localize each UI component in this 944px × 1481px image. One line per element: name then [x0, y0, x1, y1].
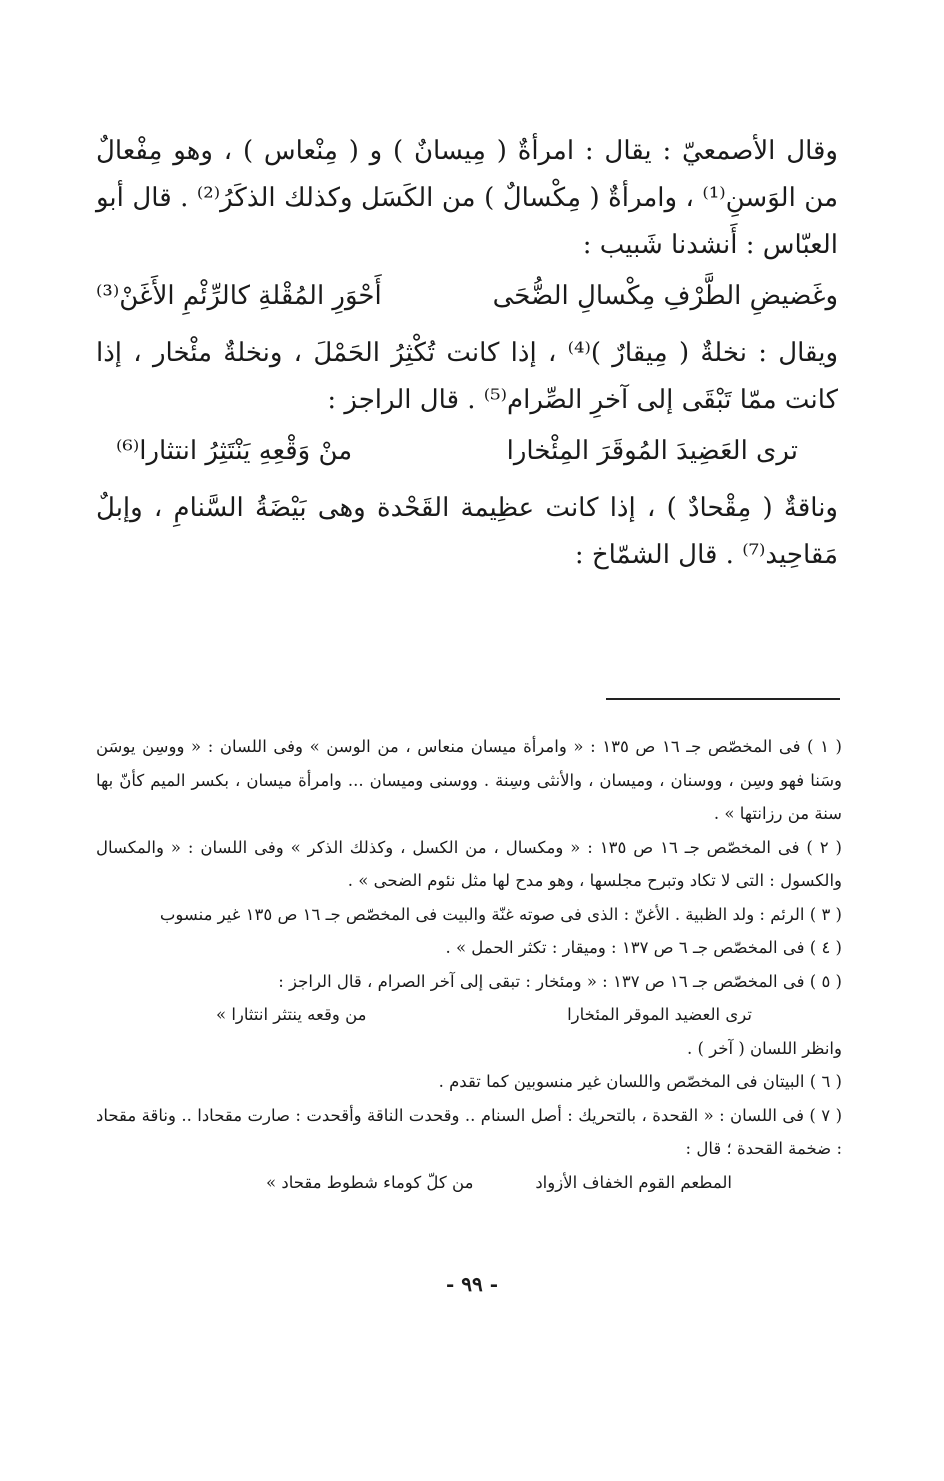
footnote-7-verse-first: المطعم القوم الخفاف الأزواد [535, 1172, 732, 1192]
verse-2-second-hemistich: منْ وَقْعِهِ يَنْتَثِرُ انتثارا⁽⁶⁾ [116, 436, 353, 466]
footnote-5-verse [96, 998, 842, 1032]
footnote-5: ( ٥ ) فى المخصّص جـ ١٦ ص ١٣٧ : « ومئخار : تبقى إلى آخر الصرام ، قال الراجز : [278, 971, 842, 991]
paragraph-2: ويقال : نخلةٌ ( مِيقارٌ )⁽⁴⁾ ، إذا كانت تُكْثِرُ الحَمْلَ ، ونخلةٌ مئْخار ، إذا كانت ممّا تَبْقَى إلى آخرِ الصِّرام⁽⁵⁾ . قال الراجز : [96, 338, 839, 415]
footnote-7-verse-second: من كلّ كوماء شطوط مقحاد » [266, 1172, 474, 1192]
footnote-2: ( ٢ ) فى المخصّص جـ ١٦ ص ١٣٥ : « ومكسال ، من الكسل ، وكذلك الذكر » وفى اللسان : « والمكسال والكسول : التى لا تكاد وتبرح مجلسها ، وهو مدح لها مثل نئوم الضحى » . [96, 837, 842, 890]
footnote-6: ( ٦ ) البيتان فى المخصّص واللسان غير منسوبين كما تقدم . [438, 1072, 842, 1091]
paragraph-3: وناقةٌ ( مِقْحادٌ ) ، إذا كانت عظِيمة القَحْدة وهى بَيْضَةُ السَّنامِ ، وإبلٌ مَقاحِيد⁽⁷⁾ . قال الشمّاخ : [96, 493, 838, 570]
footnote-7: ( ٧ ) فى اللسان : « القحدة ، بالتحريك : أصل السنام .. وقحدت الناقة وأقحدت : صارت مقحادا .. وناقة مقحاد : ضخمة القحدة ؛ قال : [96, 1105, 843, 1158]
verse-1 [96, 273, 838, 320]
footnote-4: ( ٤ ) فى المخصّص جـ ٦ ص ١٣٧ : وميقار : تكثر الحمل » . [445, 938, 842, 957]
verse-2 [96, 428, 838, 475]
footnote-5-verse-second: من وقعه ينتثر انتثارا » [216, 1005, 367, 1024]
footnote-5-tail: وانظر اللسان ( آخر ) . [687, 1038, 842, 1058]
footnote-5-verse-first: ترى العضيد الموقر المئخارا [567, 1005, 752, 1024]
footnote-7-verse [96, 1166, 842, 1200]
verse-1-first-hemistich: وغَضيضِ الطَّرْفِ مِكْسالِ الضُّحَى [492, 281, 838, 311]
footnote-3: ( ٣ ) الرئم : ولد الظبية . الأغنّ : الذى فى صوته غنّة والبيت فى المخصّص جـ ١٦ ص ١٣٥ غير منسوب [159, 904, 842, 924]
page-number: - ٩٩ - [445, 1272, 498, 1296]
footnote-1: ( ١ ) فى المخصّص جـ ١٦ ص ١٣٥ : « وامرأة ميسان منعاس ، من الوسن » وفى اللسان : « ووسِن يوسَن وسَنا فهو وسِن ، ووسنان ، وميسان ، والأنثى وسِنة . ووسنى وميسان ... وامرأة ميسان ، بكسر الميم كأنّ بها سنة من رزانتها » . [96, 737, 842, 823]
main-text [96, 128, 838, 579]
footnotes [96, 730, 842, 1199]
paragraph-1: وقال الأصمعيّ : يقال : امرأةٌ ( مِيسانٌ ) و ( مِنْعاس ) ، وهو مِفْعالٌ من الوَسنِ⁽¹⁾ ، وامرأةٌ ( مِكْسالٌ ) من الكَسَل وكذلك الذكَرُ⁽²⁾ . قال أبو العبّاس : أَنشدنا شَبيب : [96, 136, 839, 260]
verse-2-first-hemistich: ترى العَضِيدَ المُوقَرَ المِئْخارا [506, 436, 798, 466]
verse-1-second-hemistich: أَحْوَرِ المُقْلةِ كالرِّئْمِ الأَغَنْ⁽³⁾ [96, 281, 382, 311]
footnote-separator [606, 698, 840, 700]
